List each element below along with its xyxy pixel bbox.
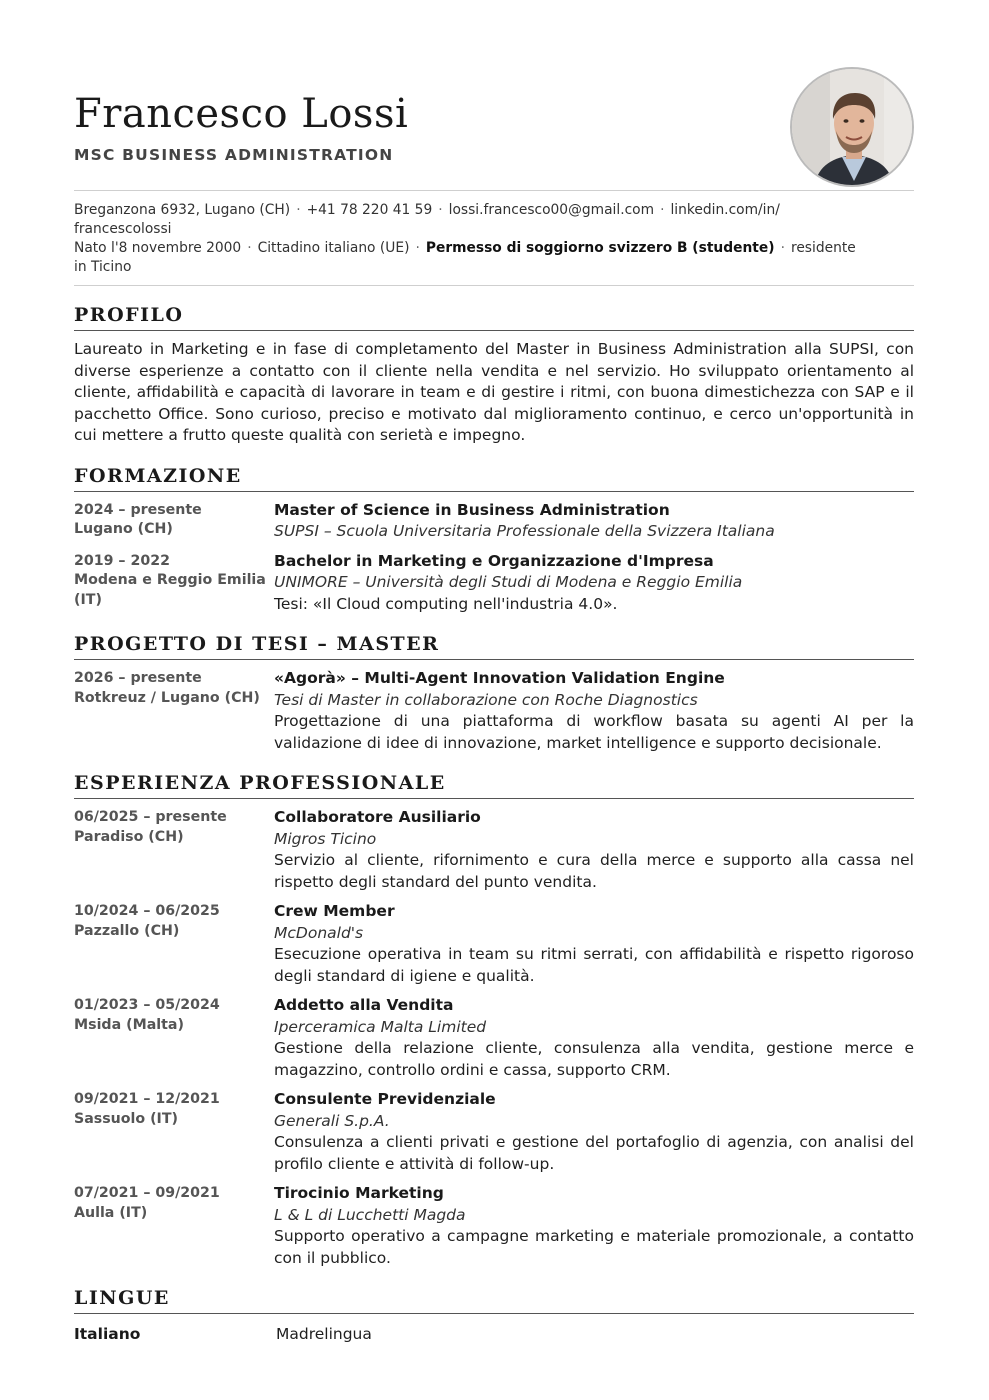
profile-summary: Laureato in Marketing e in fase di completamento del Master in Business Administration alla SUPSI, con diverse esperienze a contatto con il cliente nella vendita e nel servizio. Ho sviluppato orientamento al cliente, affidabilità e capacità di lavorare in team e di gestire i ritmi, con buona dimestichezza con SAP e il pacchetto Office. Sono curioso, preciso e motivato dal miglioramento continuo, e cerco un'opportunità in cui mettere a frutto queste qualità con serietà e impegno.	[74, 340, 914, 444]
education-entry	[74, 551, 914, 616]
contact-divider	[74, 285, 914, 286]
entry-organization: UNIMORE – Università degli Studi di Modena e Reggio Emilia	[274, 573, 743, 591]
residence-region: in Ticino	[74, 259, 132, 275]
entry-meta	[74, 901, 274, 987]
entry-body	[274, 995, 914, 1081]
entry-organization: McDonald's	[274, 923, 364, 942]
entry-body	[274, 668, 914, 754]
entry-meta	[74, 1089, 274, 1175]
section-title-education: FORMAZIONE	[74, 465, 914, 492]
entry-place: Paradiso (CH)	[74, 828, 184, 845]
entry-date: 2019 – 2022	[74, 552, 170, 569]
experience-entry	[74, 1089, 914, 1175]
experience-entry	[74, 995, 914, 1081]
entry-description: Progettazione di una piattaforma di workflow basata su agenti AI per la validazione di idee di innovazione, market intelligence e supporto decisionale.	[274, 712, 914, 752]
entry-description: Esecuzione operativa in team su ritmi serrati, con affidabilità e rispetto rigoroso degli standard di igiene e qualità.	[274, 945, 914, 985]
portrait-image	[792, 69, 914, 187]
experience-entry	[74, 901, 914, 987]
entry-date: 2026 – presente	[74, 670, 202, 686]
contact-linkedin: linkedin.com/in/	[670, 202, 780, 218]
entry-date: 06/2025 – presente	[74, 809, 227, 825]
entry-organization: Iperceramica Malta Limited	[274, 1017, 487, 1036]
entry-description: Tesi: «Il Cloud computing nell'industria 4.0».	[274, 594, 618, 613]
entry-date: 01/2023 – 05/2024	[74, 997, 220, 1013]
entry-title: Tirocinio Marketing	[274, 1184, 444, 1202]
entry-place: Sassuolo (IT)	[74, 1110, 179, 1127]
residence-permit: Permesso di soggiorno svizzero B (studente)	[425, 240, 775, 256]
candidate-name: Francesco Lossi	[74, 91, 409, 137]
residence: residente	[790, 240, 856, 256]
entry-meta	[74, 807, 274, 893]
entry-place: Rotkreuz / Lugano (CH)	[74, 689, 260, 706]
entry-date: 2024 – presente	[74, 501, 202, 518]
entry-place: Pazzallo (CH)	[74, 922, 180, 939]
citizenship: Cittadino italiano (UE)	[257, 240, 410, 256]
entry-body	[274, 1089, 914, 1175]
entry-title: Addetto alla Vendita	[274, 996, 454, 1014]
entry-place: Aulla (IT)	[74, 1204, 148, 1221]
contact-phone: +41 78 220 41 59	[306, 202, 433, 218]
entry-meta	[74, 1183, 274, 1269]
section-title-profile: PROFILO	[74, 304, 914, 331]
entry-title: Crew Member	[274, 902, 395, 920]
section-title-experience: ESPERIENZA PROFESSIONALE	[74, 772, 914, 799]
separator: ·	[247, 240, 252, 256]
candidate-subtitle: MSC BUSINESS ADMINISTRATION	[74, 146, 394, 164]
entry-date: 10/2024 – 06/2025	[74, 903, 220, 919]
contact-email: lossi.francesco00@gmail.com	[448, 202, 655, 218]
entry-meta	[74, 551, 274, 616]
entry-body	[274, 551, 914, 616]
entry-place: Modena e Reggio Emilia (IT)	[74, 572, 266, 608]
contact-linkedin-handle: francescolossi	[74, 221, 172, 237]
entry-organization: SUPSI – Scuola Universitaria Professionale della Svizzera Italiana	[274, 522, 775, 540]
language-row	[74, 1325, 914, 1343]
entry-description: Servizio al cliente, rifornimento e cura della merce e supporto alla cassa nel rispetto degli standard del punto vendita.	[274, 851, 914, 891]
section-title-languages: LINGUE	[74, 1287, 914, 1314]
education-entry	[74, 500, 914, 543]
entry-body	[274, 500, 914, 543]
entry-date: 09/2021 – 12/2021	[74, 1091, 220, 1107]
entry-organization: Migros Ticino	[274, 829, 377, 848]
entry-body	[274, 807, 914, 893]
entry-title: Collaboratore Ausiliario	[274, 808, 481, 826]
entry-meta	[74, 995, 274, 1081]
entry-organization: Tesi di Master in collaborazione con Roche Diagnostics	[274, 690, 698, 709]
separator: ·	[660, 202, 665, 218]
entry-description: Supporto operativo a campagne marketing e materiale promozionale, a contatto con il pubblico.	[274, 1227, 914, 1267]
entry-title: Master of Science in Business Administration	[274, 500, 670, 519]
entry-meta	[74, 668, 274, 754]
entry-place: Msida (Malta)	[74, 1016, 184, 1033]
contact-line-3	[74, 239, 914, 258]
thesis-entry	[74, 668, 914, 754]
entry-title: «Agorà» – Multi-Agent Innovation Validation Engine	[274, 669, 725, 687]
entry-organization: Generali S.p.A.	[274, 1111, 390, 1130]
language-name: Italiano	[74, 1325, 141, 1343]
entry-place: Lugano (CH)	[74, 521, 173, 537]
language-level: Madrelingua	[276, 1325, 372, 1343]
cv-header	[74, 0, 914, 190]
separator: ·	[415, 240, 420, 256]
entry-meta	[74, 500, 274, 543]
separator: ·	[780, 240, 785, 256]
experience-entry	[74, 807, 914, 893]
entry-date: 07/2021 – 09/2021	[74, 1185, 220, 1201]
entry-body	[274, 1183, 914, 1269]
entry-title: Bachelor in Marketing e Organizzazione d'Impresa	[274, 551, 714, 570]
separator: ·	[438, 202, 443, 218]
cv-page	[74, 0, 914, 1343]
contact-block	[74, 191, 914, 285]
entry-description: Consulenza a clienti privati e gestione del portafoglio di agenzia, con analisi del profilo cliente e attività di follow-up.	[274, 1133, 914, 1173]
entry-title: Consulente Previdenziale	[274, 1090, 496, 1108]
entry-description: Gestione della relazione cliente, consulenza alla vendita, gestione merce e magazzino, controllo ordini e cassa, supporto CRM.	[274, 1039, 914, 1079]
section-title-thesis: PROGETTO DI TESI – MASTER	[74, 633, 914, 660]
contact-address: Breganzona 6932, Lugano (CH)	[74, 202, 291, 218]
contact-line-2	[74, 220, 914, 239]
entry-organization: L & L di Lucchetti Magda	[274, 1205, 466, 1224]
contact-line-4	[74, 258, 914, 277]
experience-entry	[74, 1183, 914, 1269]
profile-photo	[790, 67, 914, 187]
birth-date: Nato l'8 novembre 2000	[74, 240, 242, 256]
entry-body	[274, 901, 914, 987]
separator: ·	[296, 202, 301, 218]
contact-line-1	[74, 201, 914, 220]
